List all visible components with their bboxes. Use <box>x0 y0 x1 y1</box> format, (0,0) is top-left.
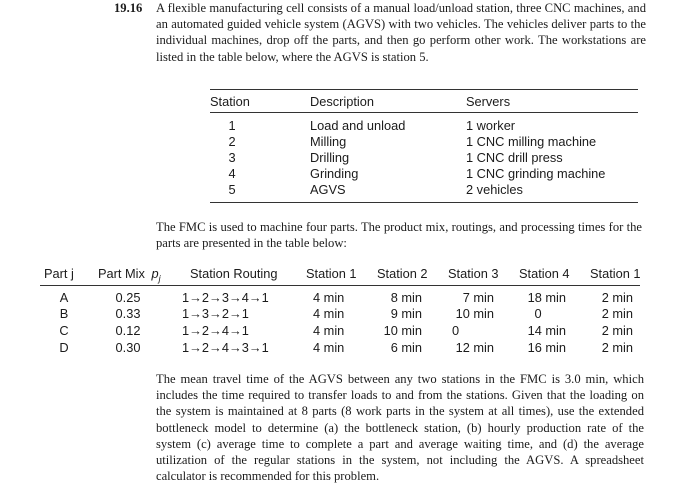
table-row-mix: 0.33 <box>115 306 141 321</box>
table-row-routing: 1→2→4→1 <box>182 323 249 338</box>
header-station-3: Station 3 <box>448 266 499 281</box>
table-row-station-1: 4 min <box>313 290 345 305</box>
table-row-mix: 0.25 <box>115 290 141 305</box>
table-row-station-2: 6 min <box>390 340 422 355</box>
table-row-station-1: 4 min <box>313 340 345 355</box>
header-description: Description <box>310 94 375 109</box>
table-row-station-1-return: 2 min <box>601 323 633 338</box>
table-row-station-3: 7 min <box>462 290 494 305</box>
table-row-servers: 1 CNC drill press <box>466 150 563 165</box>
header-servers: Servers <box>466 94 511 109</box>
table-row-routing: 1→3→2→1 <box>182 306 249 321</box>
header-part: Part j <box>44 266 74 281</box>
header-station-4: Station 4 <box>519 266 570 281</box>
table-row-mix: 0.12 <box>115 323 141 338</box>
table-row-station-1: 4 min <box>313 323 345 338</box>
table-row-station-2: 9 min <box>390 306 422 321</box>
problem-statement <box>114 0 646 65</box>
part-table <box>0 260 700 360</box>
table-row-station-4: 14 min <box>527 323 566 338</box>
table-row-station: 2 <box>228 134 236 149</box>
table-row-station: 4 <box>228 166 236 181</box>
table-row-routing: 1→2→4→3→1 <box>182 340 269 355</box>
table-row-mix: 0.30 <box>115 340 141 355</box>
product-mix-paragraph: The FMC is used to machine four parts. The product mix, routings, and processing times for the parts are presented in the table below: <box>156 220 642 251</box>
header-station-2: Station 2 <box>377 266 428 281</box>
problem-number: 19.16 <box>114 1 143 15</box>
header-station-1-return: Station 1 <box>590 266 641 281</box>
part-table-header-rule <box>40 285 640 286</box>
table-row-part: A <box>59 290 69 305</box>
table-row-description: Load and unload <box>310 118 406 133</box>
table-header-rule <box>210 112 638 113</box>
header-station-routing: Station Routing <box>190 266 278 281</box>
table-row-part: D <box>59 340 69 355</box>
table-row-station-1-return: 2 min <box>601 340 633 355</box>
problem-intro: A flexible manufacturing cell consists of a manual load/unload station, three CNC machines, and an automated guided vehicle system (AGVS) with two vehicles. The vehicles deliver parts to the individual machines, drop off the parts, and then go perform other work. The workstations are listed in the table below, where the AGVS is station 5. <box>156 1 646 64</box>
table-row-station-2: 10 min <box>383 323 422 338</box>
table-row-description: AGVS <box>310 182 346 197</box>
table-row-station-1-return: 2 min <box>601 306 633 321</box>
table-row-station: 3 <box>228 150 236 165</box>
header-part-mix-symbol: p <box>151 266 159 281</box>
table-row-station-3: 0 <box>452 323 460 338</box>
header-part-mix <box>98 266 161 284</box>
table-row-part: B <box>59 306 69 321</box>
header-station-1: Station 1 <box>306 266 357 281</box>
table-row-station-1-return: 2 min <box>601 290 633 305</box>
table-row-servers: 2 vehicles <box>466 182 523 197</box>
table-row-station: 5 <box>228 182 236 197</box>
table-row-station-4: 0 <box>534 306 542 321</box>
header-part-mix-subscript: j <box>158 273 161 284</box>
table-row-station-2: 8 min <box>390 290 422 305</box>
table-row-station-4: 16 min <box>527 340 566 355</box>
table-row-servers: 1 CNC grinding machine <box>466 166 606 181</box>
table-row-servers: 1 CNC milling machine <box>466 134 597 149</box>
table-row-servers: 1 worker <box>466 118 516 133</box>
table-row-station-3: 10 min <box>455 306 494 321</box>
question-paragraph: The mean travel time of the AGVS between any two stations in the FMC is 3.0 min, which includes the time required to transfer loads to and from the stations. Given that the loading on the system is maintained at 8 parts (8 work parts in the system at all times), use the extended bottleneck model to determine (a) the bottleneck station, (b) hourly production rate of the system (c) average time to complete a part and average waiting time, and (d) the average utilization of the regular stations in the system, not including the AGVS. A spreadsheet calculator is recommended for this problem. <box>156 372 644 484</box>
table-row-part: C <box>59 323 69 338</box>
table-bottom-rule <box>210 202 638 203</box>
header-part-mix-label: Part Mix <box>98 266 145 281</box>
table-row-station-4: 18 min <box>527 290 566 305</box>
table-row-routing: 1→2→3→4→1 <box>182 290 269 305</box>
table-row-description: Drilling <box>310 150 350 165</box>
table-row-station: 1 <box>228 118 236 133</box>
table-top-rule <box>210 89 638 90</box>
table-row-station-1: 4 min <box>313 306 345 321</box>
header-station: Station <box>210 94 250 109</box>
table-row-description: Milling <box>310 134 347 149</box>
table-row-station-3: 12 min <box>455 340 494 355</box>
table-row-description: Grinding <box>310 166 359 181</box>
